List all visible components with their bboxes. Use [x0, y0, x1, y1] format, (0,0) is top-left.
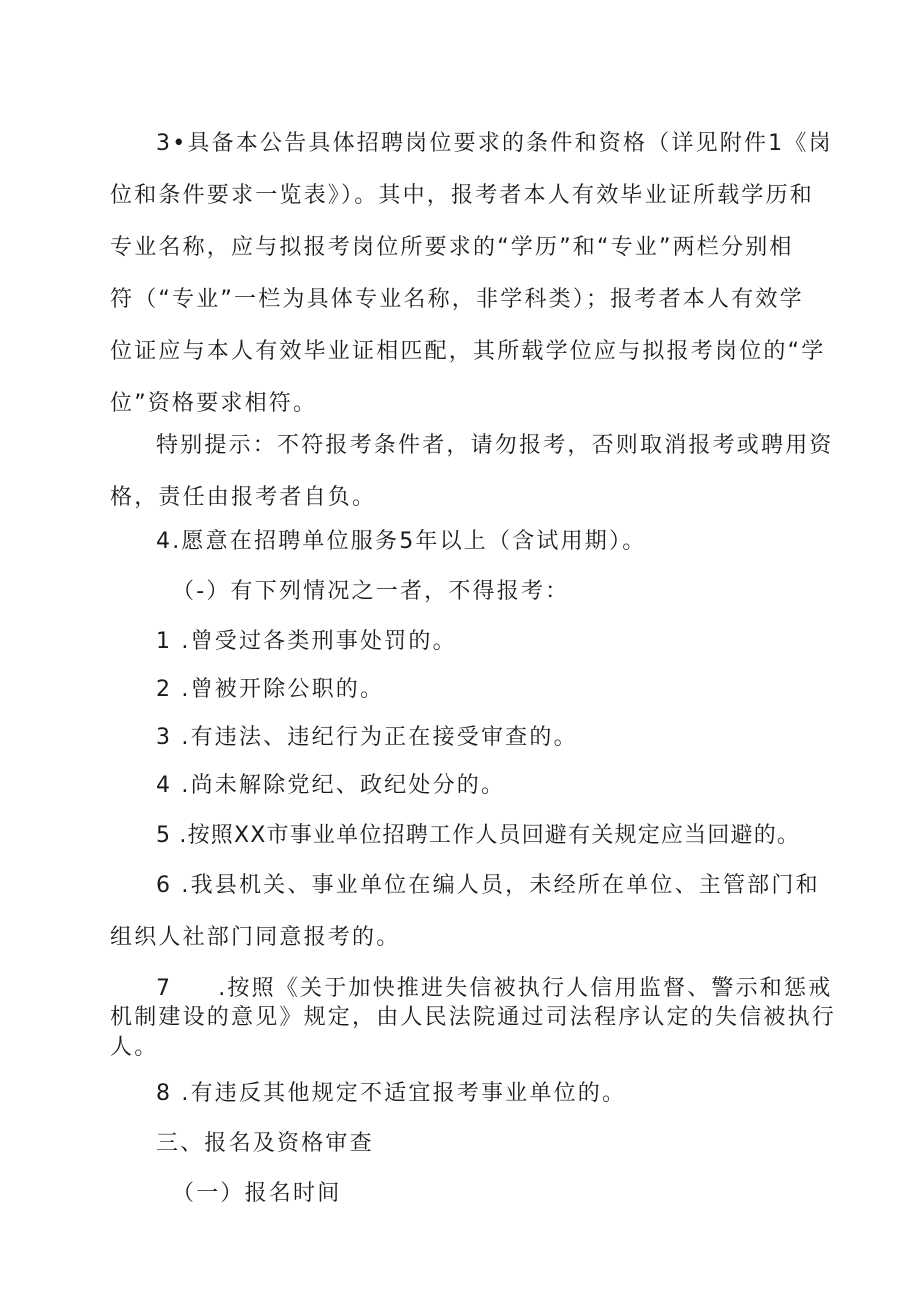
paragraph-line: 6 .我县机关、事业单位在编人员，未经所在单位、主管部门和	[156, 873, 820, 898]
section-2-heading: （-）有下列情况之一者，不得报考：	[172, 579, 570, 604]
paragraph-line: 特别提示：不符报考条件者，请勿报考，否则取消报考或聘用资	[156, 433, 834, 458]
list-text: .按照《关于加快推进失信被执行人信用监督、警示和惩戒	[218, 976, 833, 1001]
paragraph-line: 格，责任由报考者自负。	[110, 485, 377, 510]
paragraph-line: 机制建设的意见》规定，由人民法院通过司法程序认定的失信被执行	[110, 1005, 837, 1030]
paragraph-line: 符（“专业”一栏为具体专业名称，非学科类）；报考者本人有效学	[110, 287, 804, 312]
item-4-paragraph: 4.愿意在招聘单位服务5年以上（含试用期）。	[156, 529, 647, 554]
section-3-heading: 三、报名及资格审查	[156, 1131, 374, 1156]
list-item: 2 .曾被开除公职的。	[156, 677, 385, 702]
paragraph-line: 位和条件要求一览表》）。其中，报考者本人有效毕业证所载学历和	[110, 183, 815, 208]
paragraph-line: 位证应与本人有效毕业证相匹配，其所载学位应与拟报考岗位的“学	[110, 339, 826, 364]
list-number: 7	[156, 976, 173, 1001]
paragraph-line: 专业名称，应与拟报考岗位所要求的“学历”和“专业”两栏分别相	[110, 235, 794, 260]
paragraph-line	[156, 975, 832, 1003]
paragraph-line: 3•具备本公告具体招聘岗位要求的条件和资格（详见附件1《岗	[156, 131, 833, 156]
list-item: 8 .有违反其他规定不适宜报考事业单位的。	[156, 1081, 627, 1106]
paragraph-line: 位”资格要求相符。	[110, 391, 318, 416]
paragraph-line: 组织人社部门同意报考的。	[110, 925, 401, 950]
subsection-heading: （一）报名时间	[172, 1181, 342, 1206]
list-item: 4 .尚未解除党纪、政纪处分的。	[156, 773, 506, 798]
list-item: 3 .有违法、违纪行为正在接受审查的。	[156, 725, 578, 750]
list-item: 5 .按照XX市事业单位招聘工作人员回避有关规定应当回避的。	[156, 823, 801, 848]
paragraph-line: 人。	[110, 1035, 159, 1060]
list-item: 1 .曾受过各类刑事处罚的。	[156, 629, 457, 654]
